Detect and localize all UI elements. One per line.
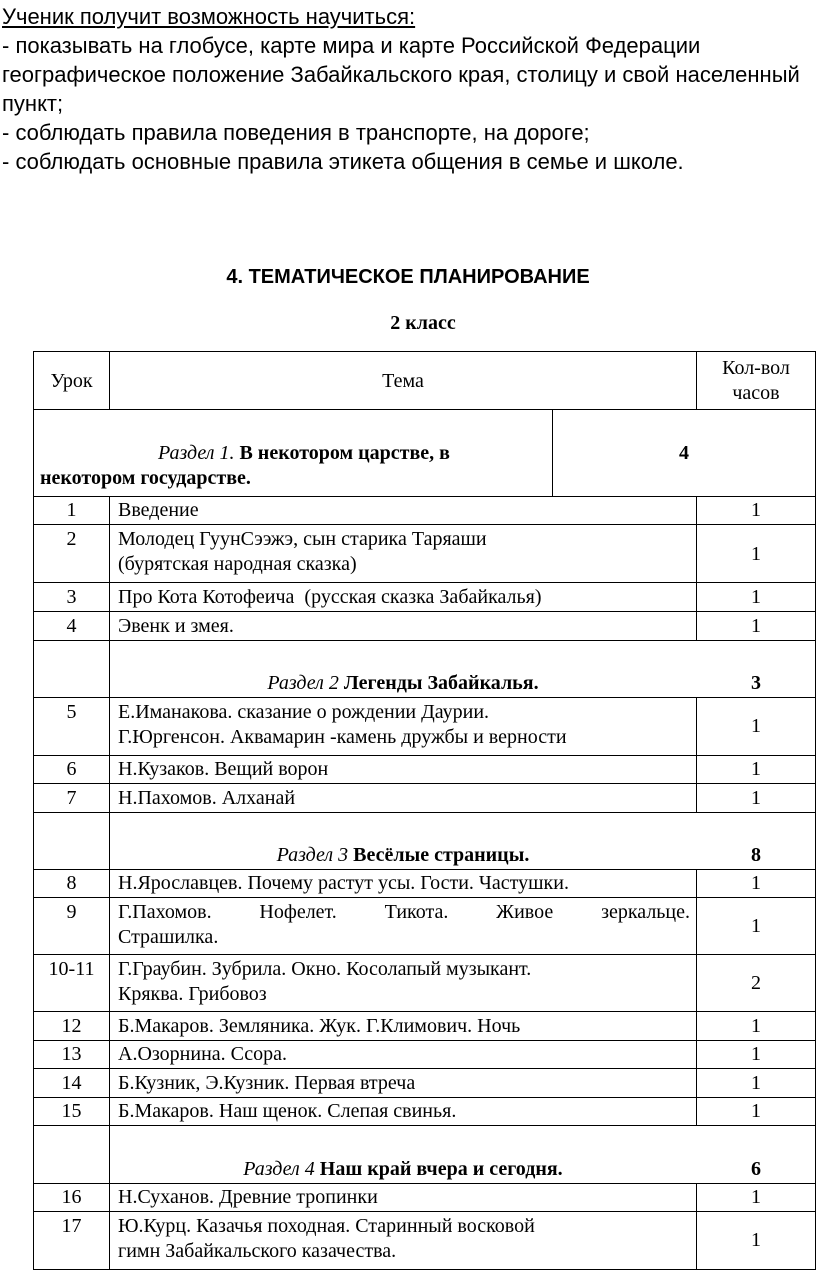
lesson-hours: 1 — [751, 1072, 761, 1094]
section-1-hours: 4 — [679, 442, 689, 464]
lesson-number: 14 — [61, 1072, 82, 1094]
section-4-hours: 6 — [751, 1158, 761, 1180]
lesson-hours: 1 — [751, 543, 761, 565]
header-hours: Кол-вол часов — [722, 357, 790, 404]
lesson-topic: Молодец ГуунСээжэ, сын старика Таряаши (бурятская народная сказка) — [118, 528, 487, 575]
lesson-topic: Введение — [118, 499, 199, 521]
intro-line: - соблюдать правила поведения в транспорте, на дороге; — [2, 120, 590, 145]
lesson-hours: 1 — [751, 1015, 761, 1037]
lesson-number: 4 — [66, 615, 77, 637]
lesson-hours: 1 — [751, 872, 761, 894]
lesson-hours: 1 — [751, 1100, 761, 1122]
lesson-hours: 1 — [751, 715, 761, 737]
intro-line: - соблюдать основные правила этикета общения в семье и школе. — [2, 149, 684, 174]
lesson-topic: Н.Суханов. Древние тропинки — [118, 1186, 378, 1208]
lesson-topic: Про Кота Котофеича (русская сказка Забайкалья) — [118, 586, 542, 608]
section-4-title: Раздел 4 Наш край вчера и сегодня. — [243, 1158, 563, 1180]
lesson-hours: 1 — [751, 499, 761, 521]
lesson-number: 8 — [66, 872, 77, 894]
lesson-hours: 1 — [751, 1043, 761, 1065]
lesson-topic: Г.Граубин. Зубрила. Окно. Косолапый музыкант. Кряква. Грибовоз — [118, 958, 532, 1005]
lesson-number: 12 — [61, 1015, 82, 1037]
intro-line: географическое положение Забайкальского края, столицу и свой населенный — [2, 62, 800, 87]
lesson-hours: 1 — [751, 1186, 761, 1208]
lesson-hours: 2 — [751, 972, 761, 994]
section-title: 4. ТЕМАТИЧЕСКОЕ ПЛАНИРОВАНИЕ — [226, 266, 590, 288]
lesson-topic: Г.Пахомов. Нофелет. Тикота. Живое зеркальце. Страшилка. — [118, 901, 690, 948]
section-3-title: Раздел 3 Весёлые страницы. — [276, 844, 530, 866]
lesson-number: 10-11 — [48, 958, 95, 980]
intro-line: пункт; — [2, 91, 64, 116]
section-2-hours: 3 — [751, 672, 761, 694]
lesson-number: 1 — [66, 499, 77, 521]
lesson-topic: Б.Макаров. Наш щенок. Слепая свинья. — [118, 1100, 457, 1122]
section-1-title: Раздел 1. В некотором царстве, в некотором государстве. — [40, 442, 450, 489]
lesson-topic: Е.Иманакова. сказание о рождении Даурии. Г.Юргенсон. Аквамарин -камень дружбы и верности — [118, 701, 567, 748]
intro-heading: Ученик получит возможность научиться: — [2, 4, 416, 29]
lesson-number: 13 — [61, 1043, 82, 1065]
lesson-number: 17 — [61, 1215, 82, 1237]
lesson-topic: Эвенк и змея. — [118, 615, 234, 637]
lesson-hours: 1 — [751, 915, 761, 937]
intro-line: - показывать на глобусе, карте мира и карте Российской Федерации — [2, 33, 701, 58]
lesson-topic: Ю.Курц. Казачья походная. Старинный восковой гимн Забайкальского казачества. — [118, 1215, 535, 1262]
lesson-hours: 1 — [751, 586, 761, 608]
lesson-topic: Н.Пахомов. Алханай — [118, 787, 296, 809]
section-3-hours: 8 — [751, 844, 761, 866]
lesson-topic: Н.Ярославцев. Почему растут усы. Гости. Частушки. — [118, 872, 569, 894]
lesson-topic: Н.Кузаков. Вещий ворон — [118, 758, 329, 780]
lesson-number: 15 — [61, 1100, 82, 1122]
lesson-hours: 1 — [751, 615, 761, 637]
lesson-topic: А.Озорнина. Ссора. — [118, 1043, 287, 1065]
lesson-hours: 1 — [751, 1229, 761, 1251]
section-2-title: Раздел 2 Легенды Забайкалья. — [267, 672, 539, 694]
lesson-topic: Б.Кузник, Э.Кузник. Первая втреча — [118, 1072, 416, 1094]
header-lesson: Урок — [50, 370, 93, 392]
lesson-number: 3 — [66, 586, 77, 608]
lesson-number: 6 — [66, 758, 77, 780]
lesson-hours: 1 — [751, 758, 761, 780]
lesson-hours: 1 — [751, 787, 761, 809]
lesson-number: 5 — [66, 701, 77, 723]
lesson-number: 9 — [66, 901, 77, 923]
lesson-number: 7 — [66, 787, 77, 809]
lesson-topic: Б.Макаров. Земляника. Жук. Г.Климович. Ночь — [118, 1015, 521, 1037]
lesson-number: 2 — [66, 528, 77, 550]
lesson-number: 16 — [61, 1186, 82, 1208]
header-topic: Тема — [382, 370, 424, 392]
grade-title: 2 класс — [390, 312, 456, 334]
